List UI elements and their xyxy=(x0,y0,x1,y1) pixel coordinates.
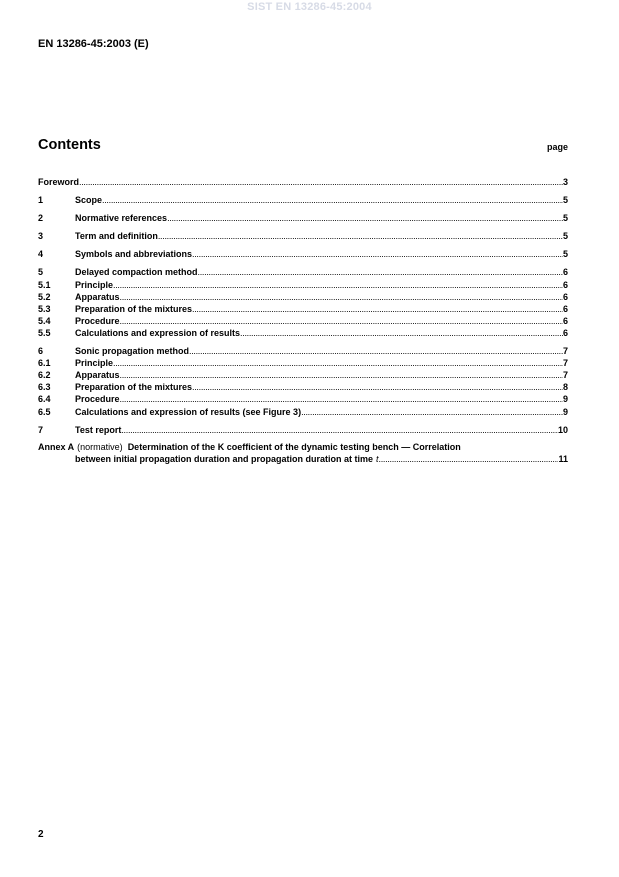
toc-title: Delayed compaction method xyxy=(75,267,198,278)
annex-title-line1: Determination of the K coefficient of the dynamic testing bench — Correlation xyxy=(127,441,461,452)
toc-leader-dots xyxy=(113,357,563,369)
toc-leader-dots xyxy=(120,315,563,327)
toc-leader-dots xyxy=(240,327,563,339)
toc-entry[interactable] xyxy=(38,357,568,369)
toc-page: 6 xyxy=(562,315,568,326)
toc-leader-dots xyxy=(192,303,563,315)
toc-leader-dots xyxy=(189,345,563,357)
toc-title: Foreword xyxy=(38,177,80,187)
toc-leader-dots xyxy=(102,194,563,206)
toc-leader-dots xyxy=(120,393,563,405)
toc-page: 9 xyxy=(562,394,568,405)
toc-title: Principle xyxy=(75,358,114,369)
toc-leader-dots xyxy=(192,381,563,393)
toc-page: 10 xyxy=(557,424,568,435)
toc-title: Sonic propagation method xyxy=(75,346,189,357)
toc-leader-dots xyxy=(379,453,559,465)
toc-page: 5 xyxy=(562,195,568,206)
toc-entry-annex-a[interactable] xyxy=(38,441,568,453)
toc-title: Term and definition xyxy=(75,231,158,242)
toc-number: 5.5 xyxy=(38,327,51,338)
toc-leader-dots xyxy=(120,291,563,303)
toc-entry-annex-a-cont[interactable] xyxy=(38,453,568,465)
toc-entry[interactable] xyxy=(38,424,568,436)
toc-entry[interactable] xyxy=(38,381,568,393)
toc-leader-dots xyxy=(167,212,563,224)
toc-entry-foreword[interactable] xyxy=(38,176,568,188)
toc-number: 6.5 xyxy=(38,406,51,417)
toc-entry[interactable] xyxy=(38,393,568,405)
toc-number: 7 xyxy=(38,424,44,435)
toc-leader-dots xyxy=(301,406,563,418)
toc-entry[interactable] xyxy=(38,194,568,206)
contents-heading: Contents xyxy=(38,137,101,153)
toc-number: 6.2 xyxy=(38,370,51,381)
toc-page: 11 xyxy=(558,453,568,464)
toc-title: Preparation of the mixtures xyxy=(75,382,193,393)
toc-entry[interactable] xyxy=(38,315,568,327)
toc-leader-dots xyxy=(79,176,563,188)
toc-title: Apparatus xyxy=(75,370,120,381)
toc-title: Calculations and expression of results xyxy=(75,327,241,338)
toc-entry[interactable] xyxy=(38,303,568,315)
toc-page: 7 xyxy=(562,370,568,381)
toc-leader-dots xyxy=(158,230,563,242)
toc-number: 6.3 xyxy=(38,382,51,393)
toc-title: Procedure xyxy=(75,315,120,326)
toc-number: 5 xyxy=(38,267,44,278)
toc-leader-dots xyxy=(113,279,563,291)
toc-page: 5 xyxy=(562,231,568,242)
toc-number: 6.1 xyxy=(38,358,51,369)
toc-entry[interactable] xyxy=(38,327,568,339)
toc-page: 7 xyxy=(562,358,568,369)
toc-leader-dots xyxy=(120,369,563,381)
toc-page: 6 xyxy=(562,327,568,338)
watermark: SIST EN 13286-45:2004 xyxy=(247,1,372,13)
toc-entry[interactable] xyxy=(38,248,568,260)
toc-title: Principle xyxy=(75,279,114,290)
page-column-label: page xyxy=(546,142,568,152)
toc-number: 2 xyxy=(38,213,44,224)
toc-title: Symbols and abbreviations xyxy=(75,249,193,260)
toc-leader-dots xyxy=(121,424,558,436)
toc-number: 5.2 xyxy=(38,291,51,302)
annex-title-variable: t xyxy=(376,453,379,464)
toc-title: Normative references xyxy=(75,213,168,224)
toc-page: 9 xyxy=(562,406,568,417)
table-of-contents xyxy=(38,176,568,465)
toc-title: Calculations and expression of results (see Figure 3) xyxy=(75,406,302,417)
toc-page: 6 xyxy=(562,267,568,278)
toc-entry[interactable] xyxy=(38,266,568,278)
toc-entry[interactable] xyxy=(38,291,568,303)
toc-title: Apparatus xyxy=(75,291,120,302)
toc-title: Procedure xyxy=(75,394,120,405)
toc-page: 5 xyxy=(562,249,568,260)
toc-page: 7 xyxy=(562,346,568,357)
toc-page: 6 xyxy=(562,303,568,314)
toc-number: 5.3 xyxy=(38,303,51,314)
annex-type: (normative) xyxy=(77,441,123,452)
toc-title: Preparation of the mixtures xyxy=(75,303,193,314)
toc-entry[interactable] xyxy=(38,230,568,242)
toc-title: Test report xyxy=(75,424,122,435)
document-id: EN 13286-45:2003 (E) xyxy=(38,38,149,50)
toc-entry[interactable] xyxy=(38,279,568,291)
toc-number: 3 xyxy=(38,231,44,242)
toc-page: 6 xyxy=(562,291,568,302)
toc-number: 5.1 xyxy=(38,279,51,290)
toc-number: 6 xyxy=(38,346,44,357)
toc-title: Scope xyxy=(75,195,103,206)
annex-title-line2: between initial propagation duration and propagation duration at time xyxy=(75,453,374,464)
toc-number: 5.4 xyxy=(38,315,51,326)
toc-page: 6 xyxy=(562,279,568,290)
toc-entry[interactable] xyxy=(38,369,568,381)
toc-entry[interactable] xyxy=(38,212,568,224)
toc-leader-dots xyxy=(192,248,563,260)
toc-number: 4 xyxy=(38,249,44,260)
page-number: 2 xyxy=(38,829,44,840)
toc-page: 3 xyxy=(562,177,568,187)
toc-number: 1 xyxy=(38,195,44,206)
toc-entry[interactable] xyxy=(38,345,568,357)
toc-page: 8 xyxy=(562,382,568,393)
toc-entry[interactable] xyxy=(38,406,568,418)
toc-number: 6.4 xyxy=(38,394,51,405)
toc-page: 5 xyxy=(562,213,568,224)
annex-label: Annex A xyxy=(38,441,75,452)
toc-leader-dots xyxy=(198,266,563,278)
